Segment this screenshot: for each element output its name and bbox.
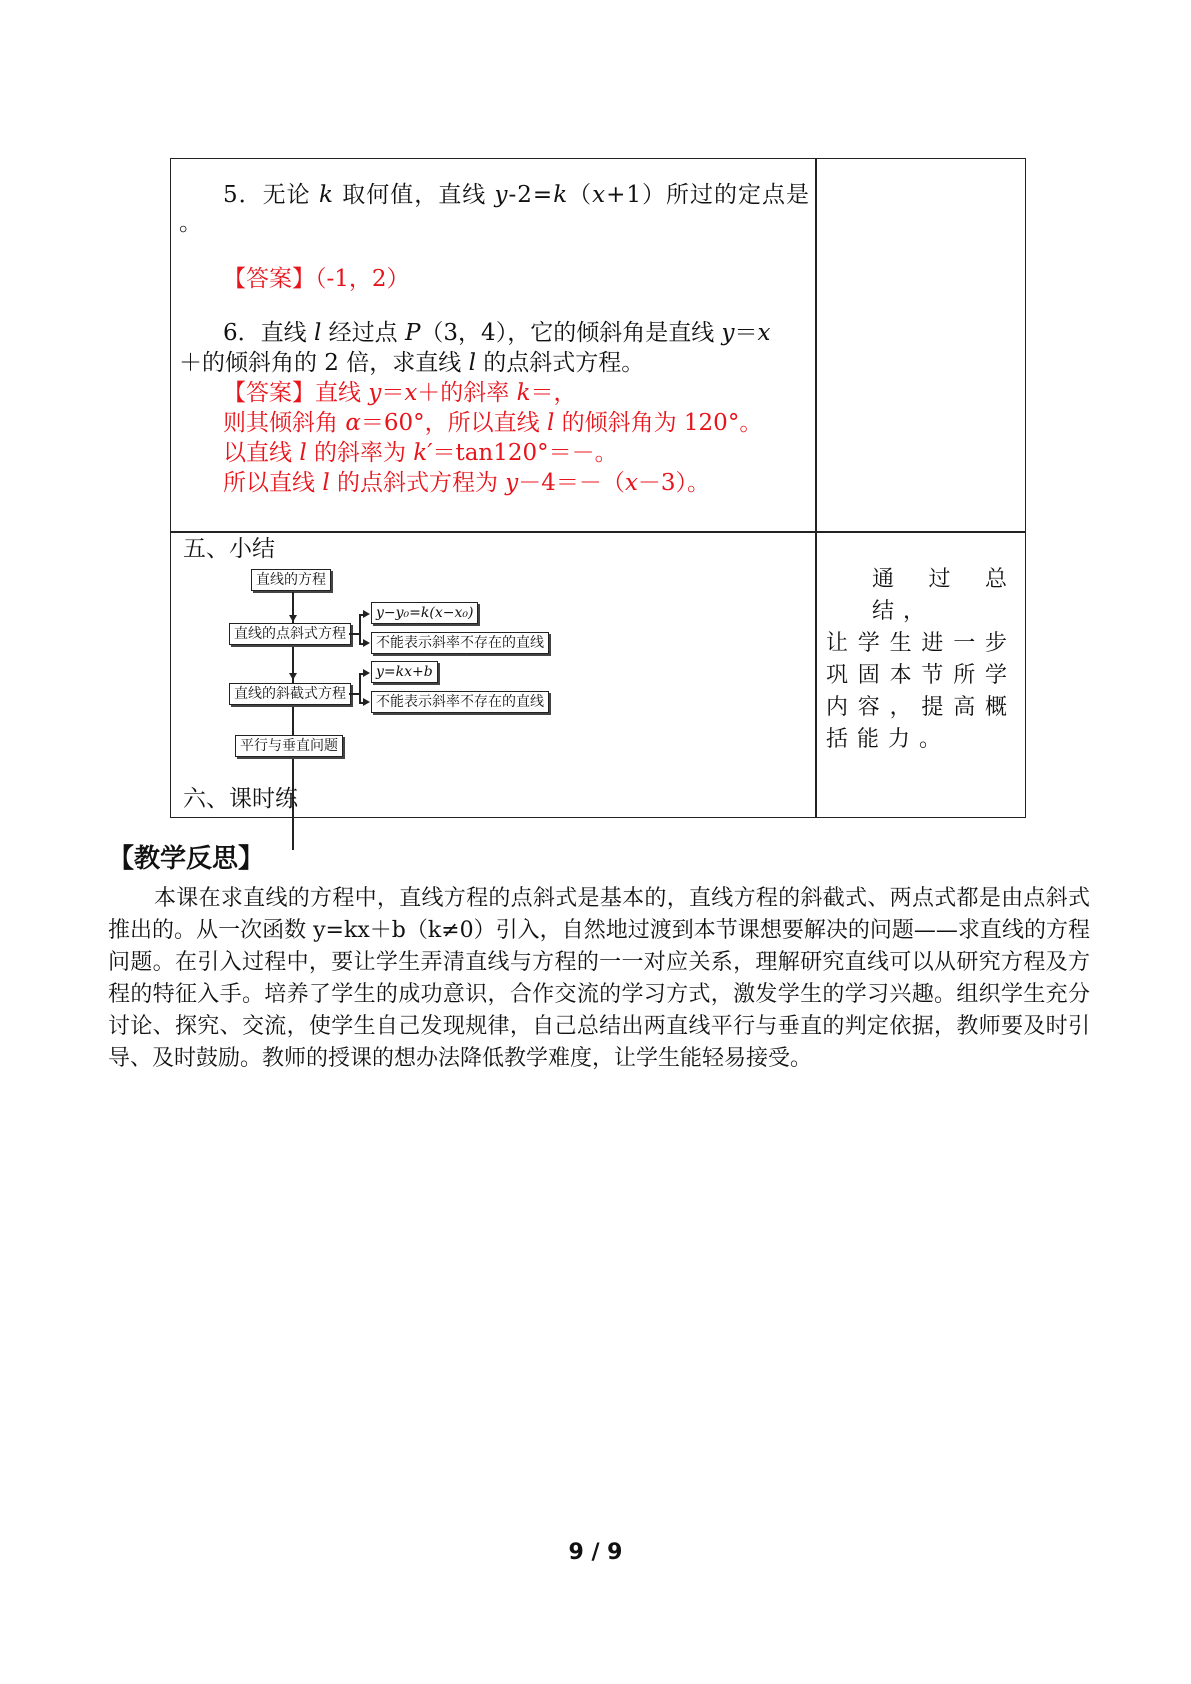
summary-note-rest: 让学生进一步巩固本节所学内容，提高概括能力。	[826, 631, 1016, 752]
question-6-answer-line-4: 所以直线 l 的点斜式方程为 y－4＝－（x－3）。	[223, 470, 711, 496]
flow-connector	[359, 673, 361, 703]
arrow-right-icon	[363, 698, 370, 706]
flow-slope-intercept-limit-box: 不能表示斜率不存在的直线	[371, 691, 549, 713]
question-6-answer-line-2: 则其倾斜角 α＝60°，所以直线 l 的倾斜角为 120°。	[223, 410, 763, 436]
question-5-tail: 。	[179, 210, 202, 236]
row-divider	[171, 531, 1025, 533]
question-5-answer: 【答案】（-1，2）	[223, 266, 410, 292]
question-6-answer-line-3: 以直线 l 的斜率为 k′＝tan120°＝－。	[223, 440, 618, 466]
summary-note	[826, 564, 1016, 756]
question-6-answer-line-1: 【答案】直线 y＝x＋的斜率 k＝，	[223, 380, 577, 406]
arrow-right-icon	[363, 610, 370, 618]
arrow-down-icon	[289, 615, 297, 622]
page-number: 9 / 9	[568, 1540, 623, 1565]
column-divider	[815, 159, 817, 817]
question-5: 5．无论 k 取何值，直线 y-2=k（x+1）所过的定点是	[223, 182, 811, 208]
lesson-table	[170, 158, 1026, 818]
arrow-down-icon	[289, 673, 297, 680]
question-6-line-2: ＋的倾斜角的 2 倍，求直线 l 的点斜式方程。	[179, 350, 645, 376]
flow-connector	[349, 633, 359, 635]
flow-parallel-perpendicular-box: 平行与垂直问题	[235, 735, 343, 757]
summary-note-line-1: 通过总结，	[872, 567, 1016, 624]
question-6-line-1: 6．直线 l 经过点 P（3，4），它的倾斜角是直线 y＝x	[223, 320, 771, 346]
reflection-heading: 【教学反思】	[108, 844, 265, 874]
flow-connector	[349, 693, 359, 695]
flow-root-box: 直线的方程	[251, 569, 331, 591]
reflection-body: 本课在求直线的方程中，直线方程的点斜式是基本的，直线方程的斜截式、两点式都是由点斜式推出的。从一次函数 y=kx＋b（k≠0）引入，自然地过渡到本节课想要解决的问题——求直线的方程问题。在引入过程中，要让学生弄清直线与方程的一一对应关系，理解研究直线可以从研究方程及方程的特征入手。培养了学生的成功意识，合作交流的学习方式，激发学生的学习兴趣。组织学生充分讨论、探究、交流，使学生自己发现规律，自己总结出两直线平行与垂直的判定依据，教师要及时引导、及时鼓励。教师的授课的想办法降低教学难度，让学生能轻易接受。	[108, 886, 1090, 1071]
summary-heading: 五、小结	[183, 536, 275, 562]
practice-heading: 六、课时练	[183, 786, 298, 812]
flow-point-slope-formula-box: y−y₀=k(x−x₀)	[371, 602, 478, 624]
flow-connector	[359, 614, 361, 644]
flow-slope-intercept-box: 直线的斜截式方程	[229, 683, 351, 705]
arrow-right-icon	[363, 639, 370, 647]
arrow-right-icon	[363, 669, 370, 677]
flow-point-slope-box: 直线的点斜式方程	[229, 623, 351, 645]
flow-slope-intercept-formula-box: y=kx+b	[371, 661, 438, 683]
flow-point-slope-limit-box: 不能表示斜率不存在的直线	[371, 632, 549, 654]
